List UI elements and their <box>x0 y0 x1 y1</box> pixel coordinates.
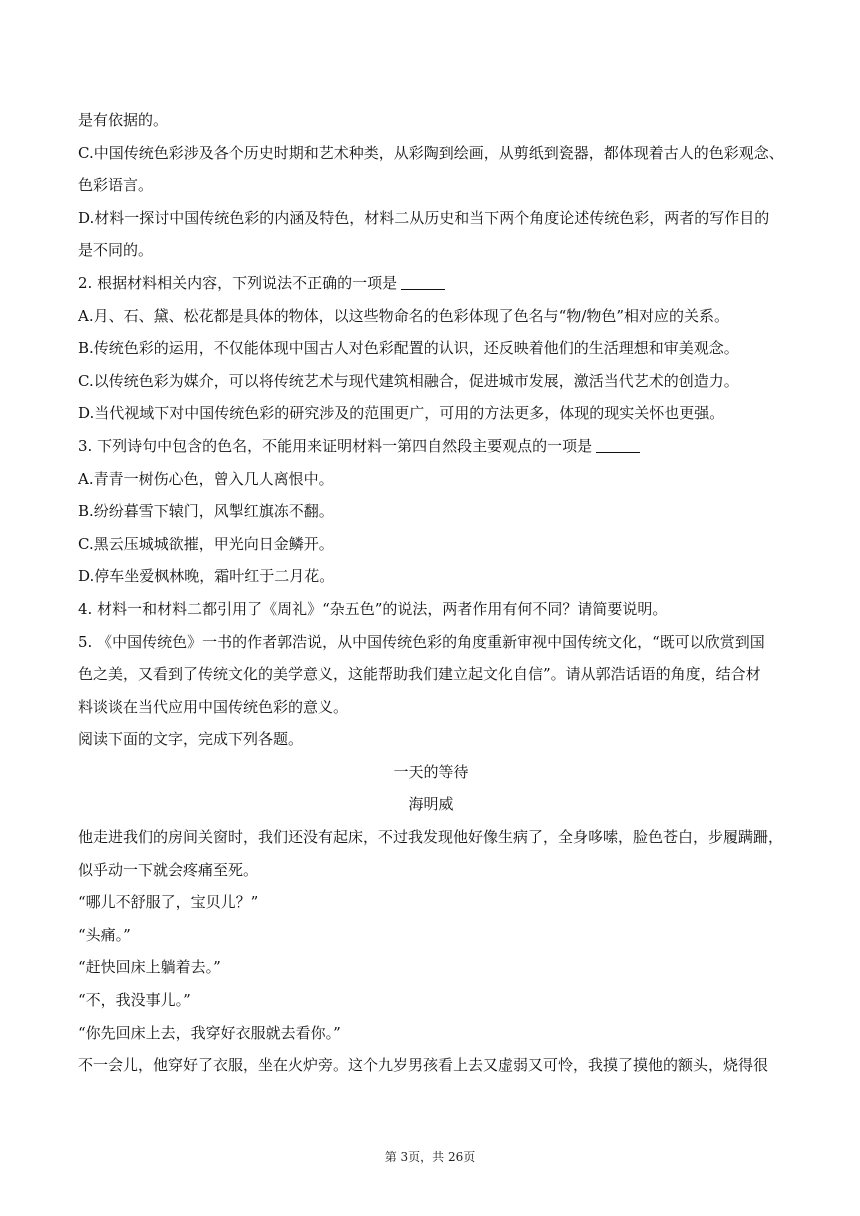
answer-blank <box>596 438 640 453</box>
option-c-text: C.中国传统色彩涉及各个历史时期和艺术种类，从彩陶到绘画，从剪纸到瓷器，都体现着古人的色彩观念、 <box>78 143 784 162</box>
option-c-text: C.以传统色彩为媒介，可以将传统艺术与现代建筑相融合，促进城市发展，激活当代艺术的创造力。 <box>78 371 739 390</box>
dialogue-line: “不，我没事儿。” <box>78 991 191 1010</box>
paragraph-line: 似乎动一下就会疼痛至死。 <box>78 860 259 879</box>
option-d-text: D.材料一探讨中国传统色彩的内涵及特色，材料二从历史和当下两个角度论述传统色彩，两者的写作目的 <box>78 208 770 227</box>
option-a-text: A.月、石、黛、松花都是具体的物体，以这些物命名的色彩体现了色名与“物/物色”相对应的关系。 <box>78 306 729 325</box>
paragraph-line: 他走进我们的房间关窗时，我们还没有起床，不过我发现他好像生病了，全身哆嗦，脸色苍白，步履蹒跚， <box>78 828 784 847</box>
option-c-text: C.黑云压城城欲摧，甲光向日金鳞开。 <box>78 534 334 553</box>
reading-instruction: 阅读下面的文字，完成下列各题。 <box>78 730 304 749</box>
option-b-text: B.纷纷暮雪下辕门，风掣红旗冻不翻。 <box>78 502 334 521</box>
article-title: 一天的等待 <box>393 762 469 781</box>
question-4: 4. 材料一和材料二都引用了《周礼》“杂五色”的说法，两者作用有何不同？请简要说明。 <box>78 599 668 618</box>
page-number-footer: 第 3页，共 26页 <box>384 1150 476 1164</box>
question-3 <box>78 430 784 463</box>
option-d-text: D.停车坐爱枫林晚，霜叶红于二月花。 <box>78 567 335 586</box>
dialogue-line: “赶快回床上躺着去。” <box>78 958 221 977</box>
question-3-text: 3. 下列诗句中包含的色名，不能用来证明材料一第四自然段主要观点的一项是 <box>78 436 593 455</box>
paragraph-line: 不一会儿，他穿好了衣服，坐在火炉旁。这个九岁男孩看上去又虚弱又可怜，我摸了摸他的额头，烧得很 <box>78 1056 769 1075</box>
dialogue-line: “你先回床上去，我穿好衣服就去看你。” <box>78 1023 341 1042</box>
text-line: 色彩语言。 <box>78 176 154 195</box>
answer-blank <box>401 275 445 290</box>
text-line: 色之美，又看到了传统文化的美学意义，这能帮助我们建立起文化自信”。请从郭浩话语的角度，结合材 <box>78 665 761 684</box>
option-a-text: A.青青一树伤心色，曾入几人离恨中。 <box>78 469 334 488</box>
question-2 <box>78 267 784 300</box>
text-line: 是有依据的。 <box>78 111 169 129</box>
article-author: 海明威 <box>408 795 454 814</box>
document-body <box>78 104 784 1082</box>
option-b-text: B.传统色彩的运用，不仅能体现中国古人对色彩配置的认识，还反映着他们的生活理想和审美观念。 <box>78 339 739 358</box>
option-d-text: D.当代视域下对中国传统色彩的研究涉及的范围更广，可用的方法更多，体现的现实关怀也更强。 <box>78 404 725 423</box>
question-2-text: 2. 根据材料相关内容，下列说法不正确的一项是 <box>78 273 398 292</box>
text-line: 料谈谈在当代应用中国传统色彩的意义。 <box>78 697 349 716</box>
dialogue-line: “哪儿不舒服了，宝贝儿？” <box>78 893 259 912</box>
dialogue-line: “头痛。” <box>78 925 131 944</box>
text-line: 是不同的。 <box>78 241 154 260</box>
question-5: 5. 《中国传统色》一书的作者郭浩说，从中国传统色彩的角度重新审视中国传统文化，“既可以欣赏到国 <box>78 632 765 651</box>
